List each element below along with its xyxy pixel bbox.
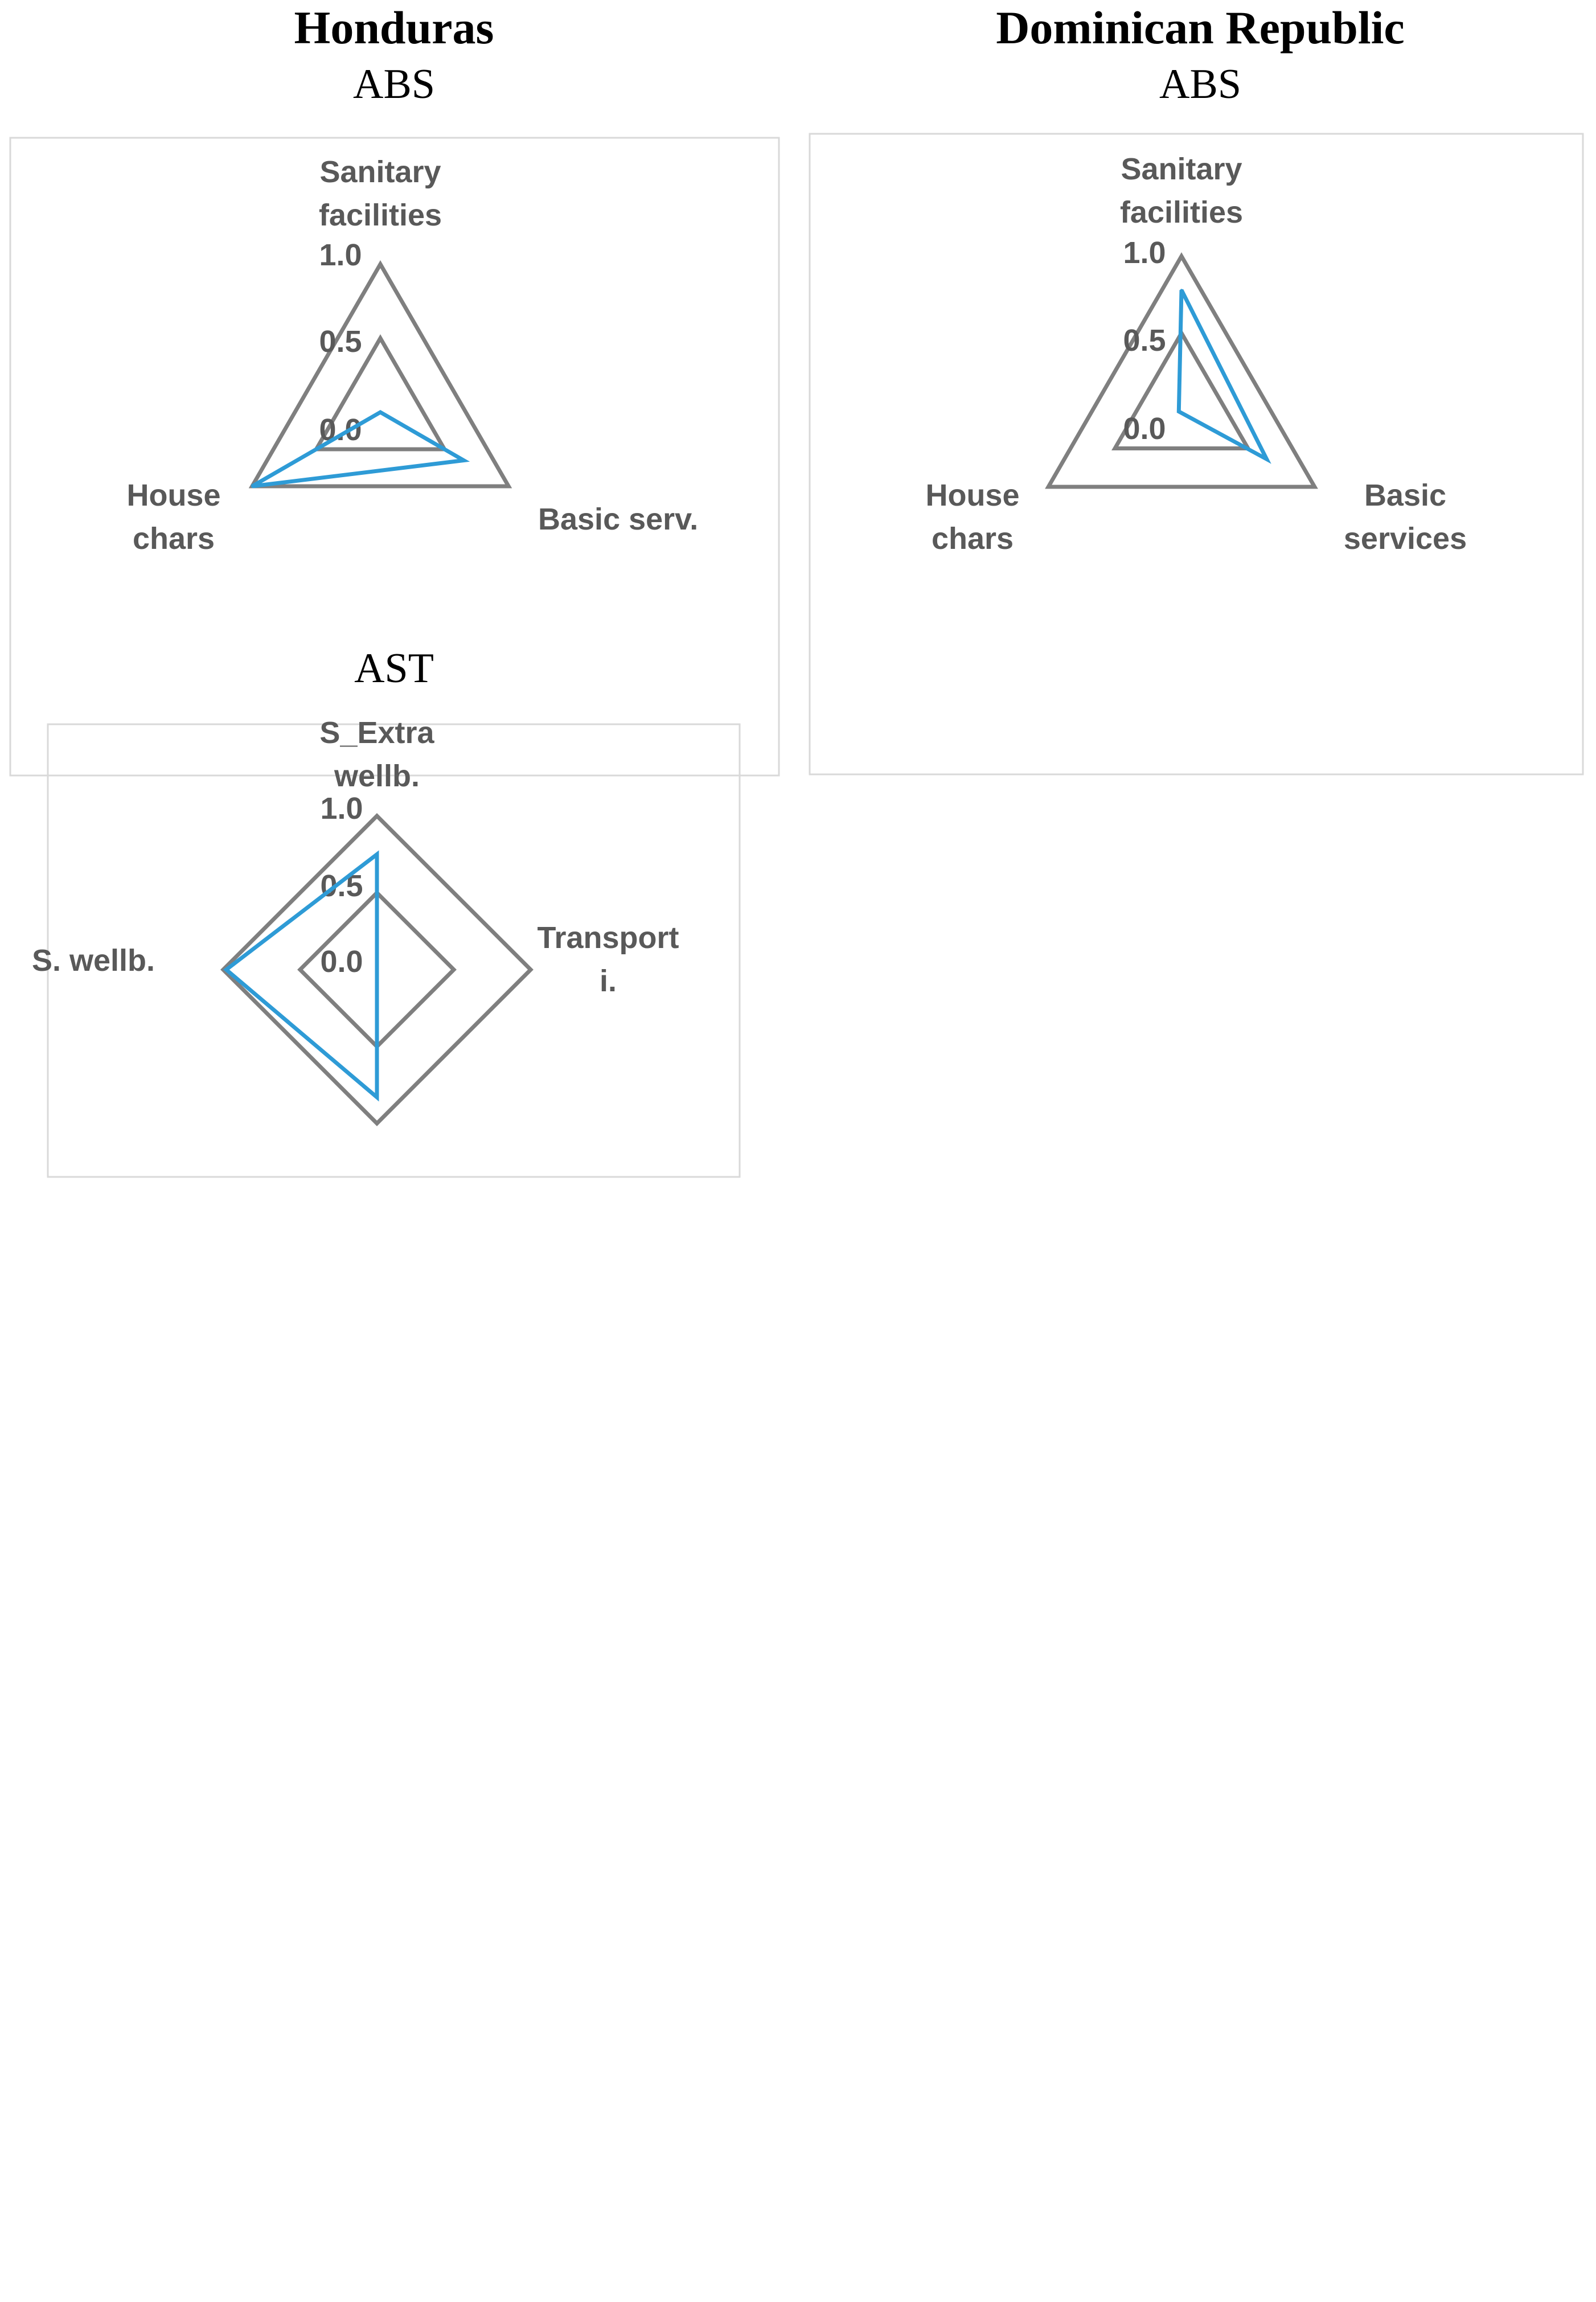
chart-title: ABS <box>1159 61 1241 108</box>
data-point <box>379 411 381 413</box>
axis-label: S_Extra wellb. <box>319 716 434 793</box>
chart-title: ABS <box>353 61 435 108</box>
data-point <box>376 853 378 856</box>
radar-chart-dominican-republic-abs <box>810 61 1583 774</box>
chart-frame <box>810 134 1583 774</box>
axis-label: House chars <box>925 478 1020 556</box>
data-point <box>251 485 253 487</box>
tick-label: 1.0 <box>320 791 363 826</box>
tick-label: 0.5 <box>319 325 362 359</box>
charts-layer <box>10 61 1583 1177</box>
column-title-honduras: Honduras <box>294 2 494 54</box>
tick-label: 0.0 <box>1123 412 1166 446</box>
axis-label: Sanitary facilities <box>318 155 442 232</box>
data-point <box>1177 411 1180 413</box>
axis-label: S. wellb. <box>31 943 155 978</box>
tick-label: 1.0 <box>1123 236 1166 270</box>
data-point <box>225 969 227 971</box>
data-point <box>1180 289 1183 291</box>
axis-label: Sanitary facilities <box>1119 152 1244 229</box>
axis-label: Basic services <box>1343 478 1467 556</box>
column-title-dominican-republic: Dominican Republic <box>996 2 1405 54</box>
axis-label: House chars <box>126 478 221 556</box>
data-point <box>462 459 465 462</box>
grid-ring <box>252 264 508 486</box>
data-point <box>376 969 378 971</box>
tick-label: 0.0 <box>319 413 362 447</box>
chart-title: AST <box>354 645 434 692</box>
radar-chart-honduras-ast <box>32 645 740 1177</box>
tick-label: 0.5 <box>1123 323 1166 358</box>
data-point <box>376 1096 378 1098</box>
series-line <box>1179 290 1266 459</box>
axis-label: Transport i. <box>537 921 679 998</box>
axis-label: Basic serv. <box>538 502 699 536</box>
data-point <box>1266 458 1268 460</box>
tick-label: 1.0 <box>319 238 362 272</box>
tick-label: 0.5 <box>320 869 363 903</box>
tick-label: 0.0 <box>320 945 363 979</box>
